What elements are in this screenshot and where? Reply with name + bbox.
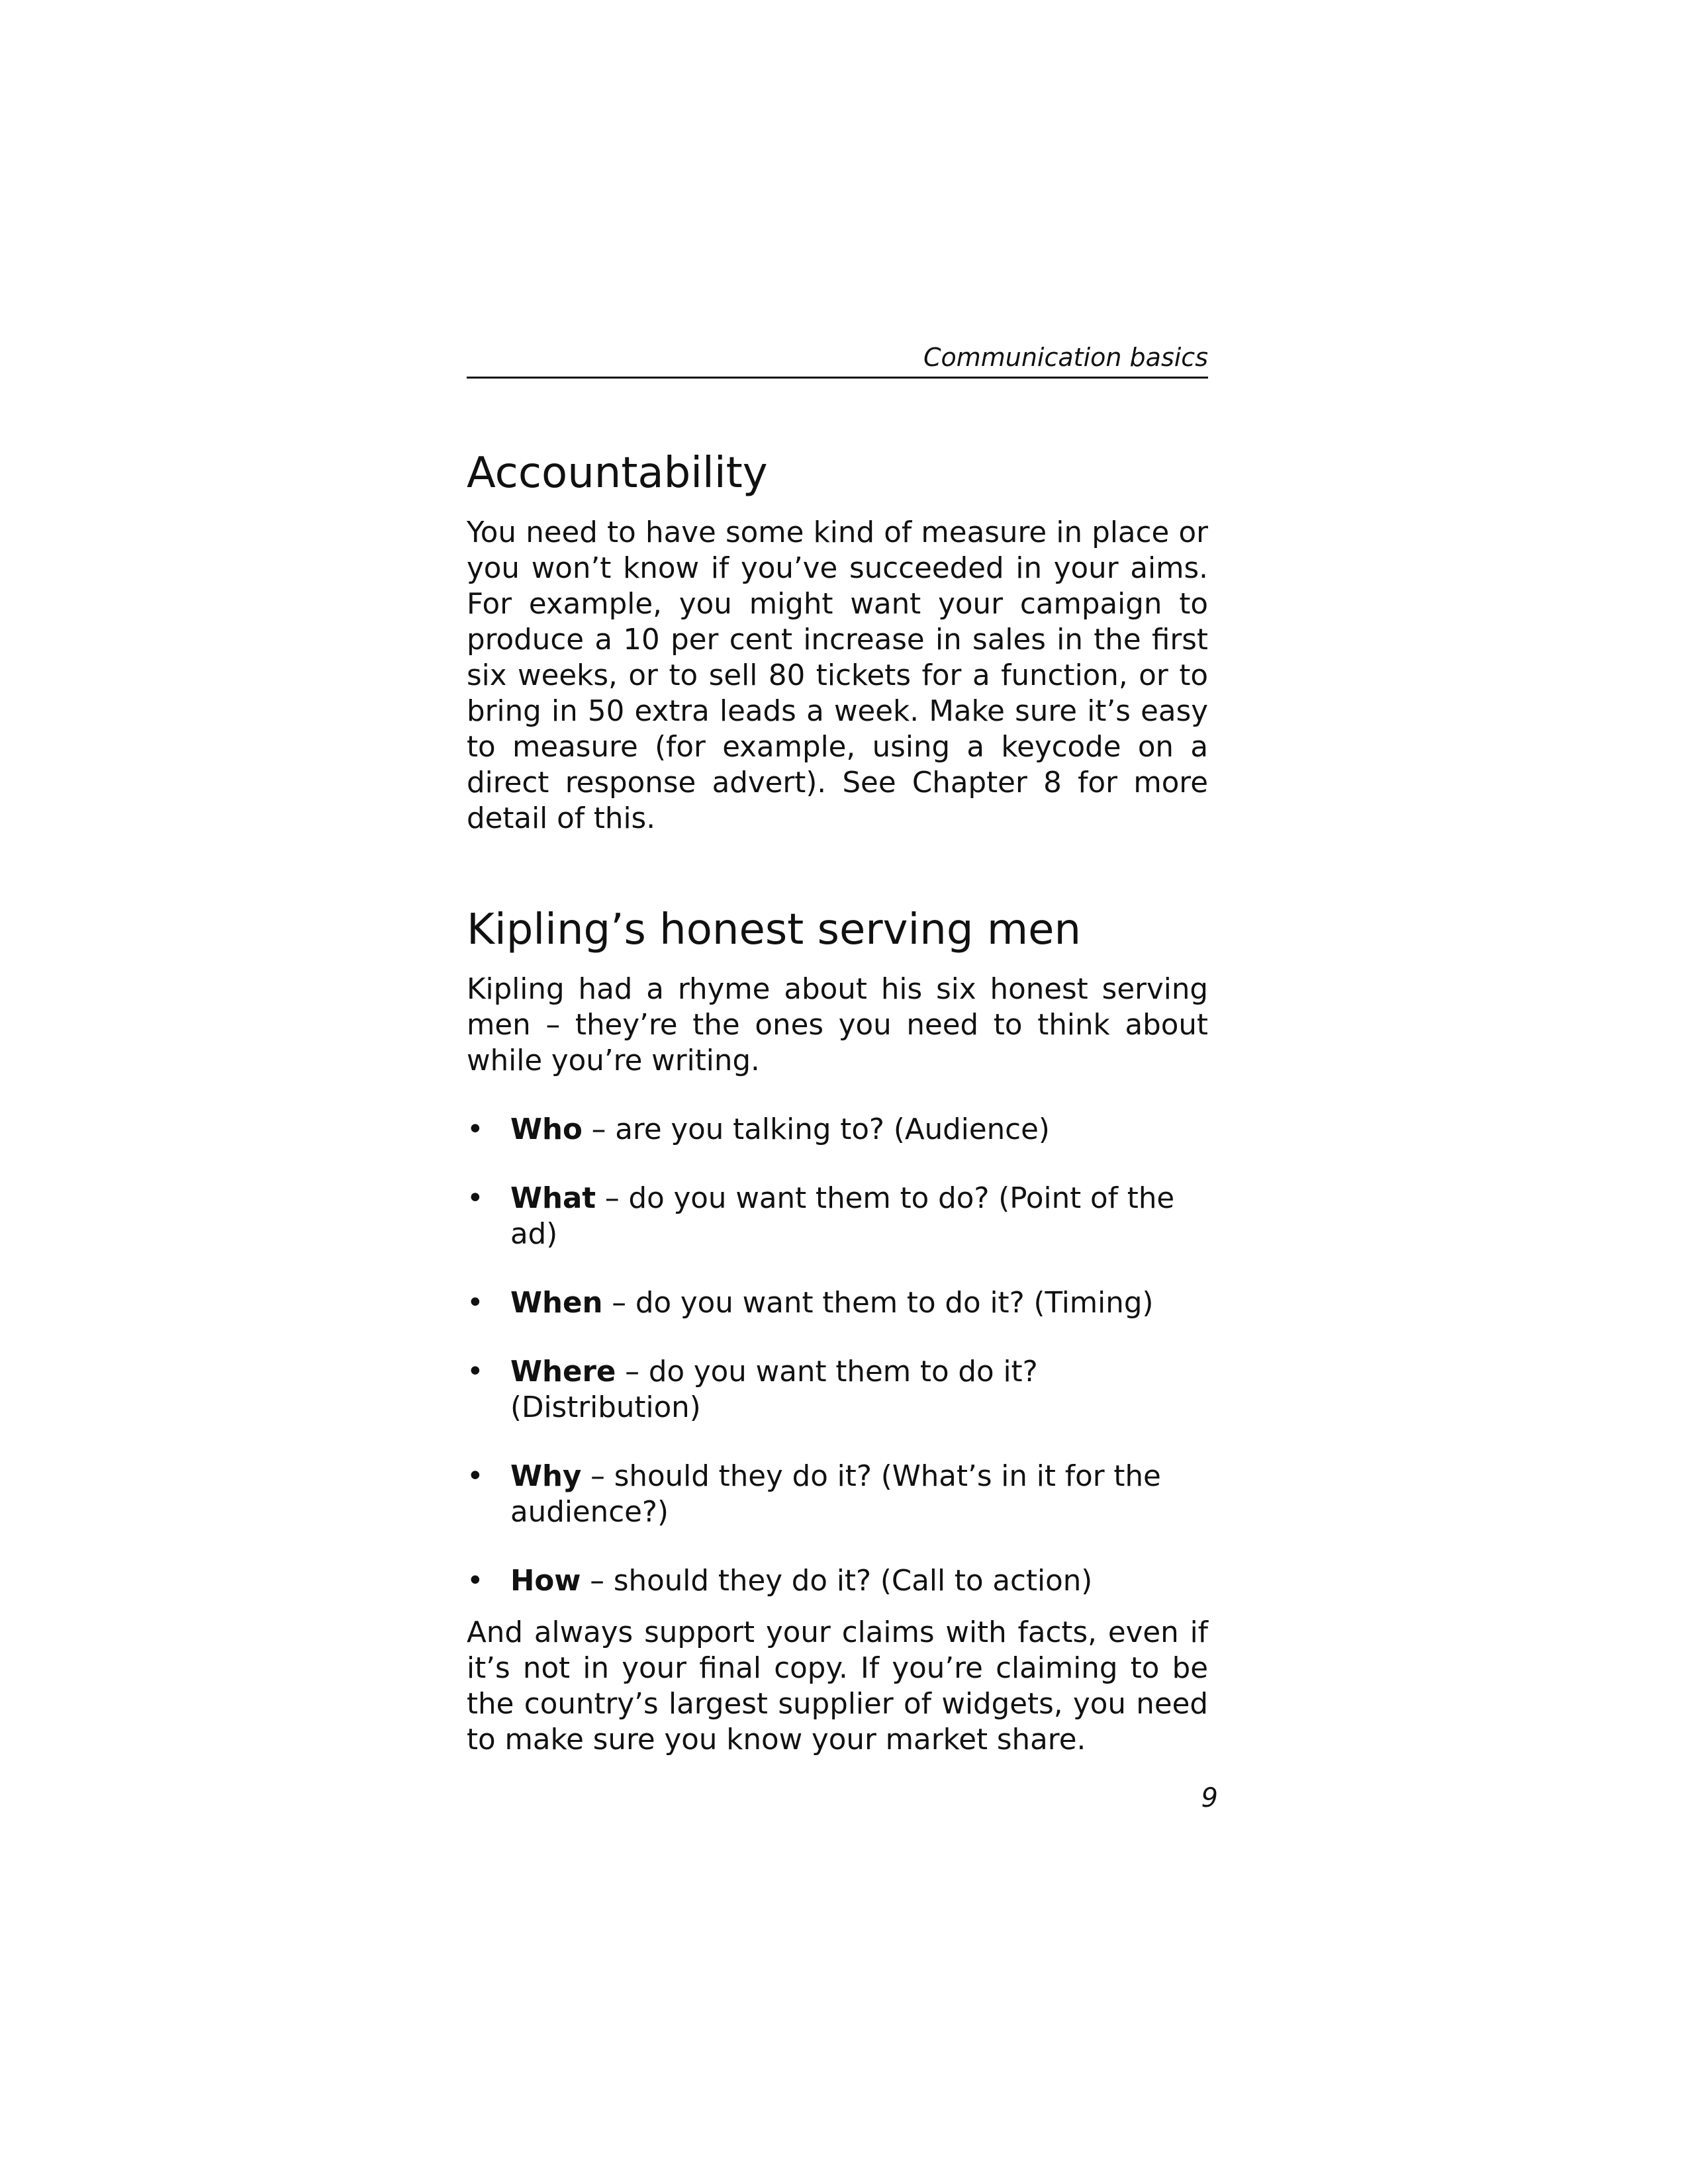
list-item-text: – do you want them to do it? (Distribution) [510, 1355, 1038, 1424]
list-item-text: – do you want them to do? (Point of the ad) [510, 1182, 1175, 1251]
list-item [467, 1285, 1208, 1321]
body-paragraph: You need to have some kind of measure in place or you won’t know if you’ve succeeded in your aims. For example, you might want your campaign to produce a 10 per cent increase in sales in the first six weeks, or to sell 80 tickets for a function, or to bring in 50 extra leads a week. Make sure it’s easy to measure (for example, using a keycode on a direct response advert). See Chapter 8 for more detail of this. [467, 516, 1208, 835]
list-item-term: When [510, 1287, 603, 1320]
list-item-term: Why [510, 1460, 582, 1493]
list-item [467, 1181, 1208, 1252]
list-item [467, 1354, 1208, 1426]
list-item-text: – should they do it? (Call to action) [581, 1565, 1093, 1598]
list-item [467, 1563, 1208, 1599]
list-item-text: – should they do it? (What’s in it for the audience?) [510, 1460, 1161, 1529]
bullet-icon: • [467, 1113, 484, 1146]
section-heading: Kipling’s honest serving men [467, 905, 1082, 954]
running-header: Communication basics [923, 343, 1208, 372]
section-kipling [467, 900, 1208, 1758]
bullet-icon: • [467, 1287, 484, 1320]
serving-men-list [467, 1112, 1208, 1599]
list-item [467, 1459, 1208, 1530]
header-rule [467, 377, 1208, 379]
bullet-icon: • [467, 1565, 484, 1598]
section-heading: Accountability [467, 449, 768, 498]
list-item-term: Where [510, 1355, 616, 1388]
closing-paragraph: And always support your claims with facts, even if it’s not in your final copy. If you’re claiming to be the country’s largest supplier of widgets, you need to make sure you know your market share. [467, 1616, 1208, 1756]
page-content [467, 443, 1208, 1758]
bullet-icon: • [467, 1460, 484, 1493]
list-item-term: How [510, 1565, 581, 1598]
intro-paragraph: Kipling had a rhyme about his six honest serving men – they’re the ones you need to think about while you’re writing. [467, 973, 1208, 1077]
section-accountability [467, 443, 1208, 837]
page-number: 9 [1201, 1783, 1218, 1813]
list-item-text: – are you talking to? (Audience) [582, 1113, 1050, 1146]
list-item [467, 1112, 1208, 1148]
bullet-icon: • [467, 1182, 484, 1215]
list-item-text: – do you want them to do it? (Timing) [602, 1287, 1154, 1320]
list-item-term: Who [510, 1113, 583, 1146]
list-item-term: What [510, 1182, 596, 1215]
bullet-icon: • [467, 1355, 484, 1388]
